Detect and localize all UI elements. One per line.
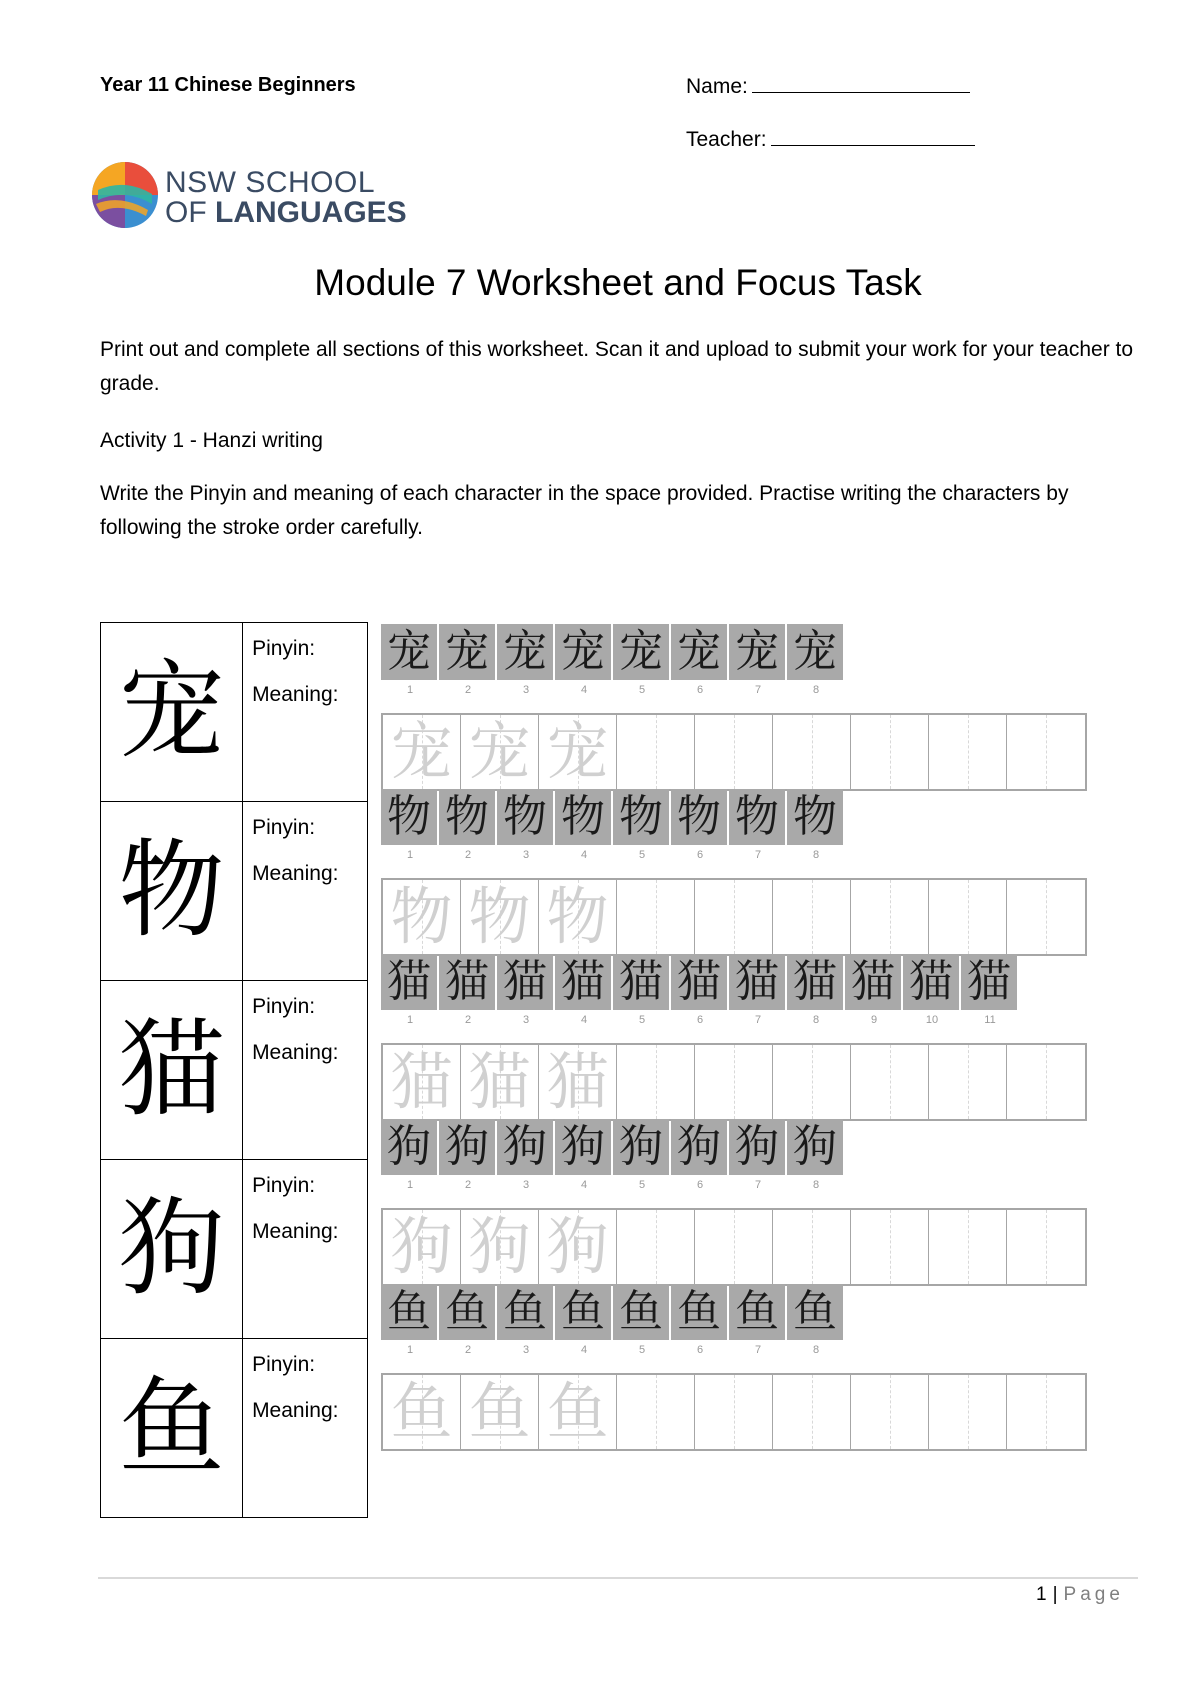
stroke-step-number: 7 xyxy=(754,1344,762,1356)
stroke-numbers xyxy=(381,849,845,861)
stroke-step: 狗 xyxy=(439,1119,495,1175)
stroke-step-number: 7 xyxy=(754,684,762,696)
practice-grid[interactable] xyxy=(381,713,1087,791)
practice-cell[interactable] xyxy=(773,1045,851,1119)
trace-character: 宠 xyxy=(468,715,531,788)
stroke-step-number: 8 xyxy=(812,684,820,696)
stroke-step-number: 7 xyxy=(754,1014,762,1026)
stroke-step-number: 2 xyxy=(464,1014,472,1026)
activity-title: Activity 1 - Hanzi writing xyxy=(100,429,323,452)
practice-cell[interactable] xyxy=(383,1375,461,1449)
stroke-step-number: 7 xyxy=(754,849,762,861)
teacher-line[interactable] xyxy=(771,127,975,146)
name-line[interactable] xyxy=(752,74,970,93)
practice-cell[interactable] xyxy=(929,880,1007,954)
stroke-step: 猫 xyxy=(439,954,495,1010)
stroke-step-number: 7 xyxy=(754,1179,762,1191)
meaning-label: Meaning: xyxy=(252,862,339,885)
practice-cell[interactable] xyxy=(461,1375,539,1449)
stroke-step: 宠 xyxy=(555,624,611,680)
stroke-step: 物 xyxy=(555,789,611,845)
logo-of: OF xyxy=(165,196,215,229)
pinyin-label: Pinyin: xyxy=(252,1353,316,1376)
stroke-step: 宠 xyxy=(671,624,727,680)
stroke-step: 物 xyxy=(787,789,843,845)
stroke-step: 鱼 xyxy=(671,1284,727,1340)
practice-cell[interactable] xyxy=(461,715,539,789)
meaning-label: Meaning: xyxy=(252,1399,339,1422)
name-label: Name: xyxy=(686,75,748,98)
practice-grid[interactable] xyxy=(381,1043,1087,1121)
stroke-step-number: 4 xyxy=(580,849,588,861)
stroke-step-number: 6 xyxy=(696,1179,704,1191)
practice-cell[interactable] xyxy=(1007,1045,1085,1119)
practice-cell[interactable] xyxy=(851,1045,929,1119)
stroke-step: 猫 xyxy=(787,954,843,1010)
stroke-step-number: 8 xyxy=(812,1344,820,1356)
stroke-step: 狗 xyxy=(729,1119,785,1175)
stroke-order-strip xyxy=(381,789,845,845)
practice-cell[interactable] xyxy=(773,1375,851,1449)
practice-cell[interactable] xyxy=(1007,880,1085,954)
stroke-step-number: 3 xyxy=(522,1014,530,1026)
stroke-step-number: 2 xyxy=(464,1179,472,1191)
meaning-label: Meaning: xyxy=(252,1041,339,1064)
stroke-step: 鱼 xyxy=(729,1284,785,1340)
practice-grid[interactable] xyxy=(381,878,1087,956)
trace-character: 宠 xyxy=(546,715,609,788)
practice-cell[interactable] xyxy=(695,1375,773,1449)
stroke-step: 猫 xyxy=(497,954,553,1010)
stroke-step-number: 5 xyxy=(638,1344,646,1356)
practice-cell[interactable] xyxy=(773,880,851,954)
trace-character: 狗 xyxy=(546,1210,609,1283)
stroke-step: 物 xyxy=(497,789,553,845)
pinyin-label: Pinyin: xyxy=(252,1174,316,1197)
stroke-step-number: 1 xyxy=(406,684,414,696)
practice-cell[interactable] xyxy=(929,1375,1007,1449)
stroke-step-number: 3 xyxy=(522,1179,530,1191)
stroke-step-number: 6 xyxy=(696,1014,704,1026)
practice-cell[interactable] xyxy=(851,1210,929,1284)
trace-character: 狗 xyxy=(468,1210,531,1283)
practice-cell[interactable] xyxy=(617,1045,695,1119)
logo-line1: NSW SCHOOL xyxy=(165,166,376,199)
practice-cell[interactable] xyxy=(851,715,929,789)
stroke-step: 物 xyxy=(613,789,669,845)
stroke-step: 狗 xyxy=(787,1119,843,1175)
practice-cell[interactable] xyxy=(695,1045,773,1119)
stroke-step-number: 1 xyxy=(406,1014,414,1026)
stroke-step: 猫 xyxy=(729,954,785,1010)
stroke-step-number: 5 xyxy=(638,1014,646,1026)
stroke-step-number: 1 xyxy=(406,1179,414,1191)
page-word: Page xyxy=(1063,1584,1124,1605)
practice-cell[interactable] xyxy=(695,880,773,954)
practice-cell[interactable] xyxy=(1007,1375,1085,1449)
trace-character: 狗 xyxy=(390,1210,453,1283)
stroke-step: 猫 xyxy=(903,954,959,1010)
stroke-step: 宠 xyxy=(613,624,669,680)
practice-cell[interactable] xyxy=(383,715,461,789)
practice-cell[interactable] xyxy=(461,880,539,954)
character-row xyxy=(101,1160,368,1339)
practice-cell[interactable] xyxy=(617,1210,695,1284)
stroke-step-number: 9 xyxy=(870,1014,878,1026)
stroke-step-number: 1 xyxy=(406,1344,414,1356)
stroke-step-number: 6 xyxy=(696,684,704,696)
stroke-step-number: 10 xyxy=(925,1014,939,1026)
pinyin-label: Pinyin: xyxy=(252,995,316,1018)
trace-character: 猫 xyxy=(546,1045,609,1118)
logo-languages: LANGUAGES xyxy=(215,196,407,229)
stroke-order-strip xyxy=(381,954,1019,1010)
stroke-numbers xyxy=(381,1344,845,1356)
stroke-step-number: 2 xyxy=(464,1344,472,1356)
stroke-step: 鱼 xyxy=(497,1284,553,1340)
character-answer-cell[interactable] xyxy=(243,981,368,1160)
stroke-step: 物 xyxy=(439,789,495,845)
practice-grid[interactable] xyxy=(381,1208,1087,1286)
practice-cell[interactable] xyxy=(539,1375,617,1449)
character-glyph: 狗 xyxy=(101,1160,243,1339)
trace-character: 鱼 xyxy=(390,1375,453,1448)
stroke-step-number: 5 xyxy=(638,1179,646,1191)
page-number xyxy=(1036,1584,1124,1606)
practice-cell[interactable] xyxy=(1007,715,1085,789)
stroke-step: 狗 xyxy=(613,1119,669,1175)
stroke-step: 宠 xyxy=(439,624,495,680)
stroke-order-strip xyxy=(381,1284,845,1340)
practice-cell[interactable] xyxy=(383,1045,461,1119)
trace-character: 物 xyxy=(468,880,531,953)
trace-character: 鱼 xyxy=(546,1375,609,1448)
footer-divider xyxy=(98,1577,1138,1579)
practice-cell[interactable] xyxy=(383,1210,461,1284)
stroke-numbers xyxy=(381,1179,845,1191)
stroke-step: 物 xyxy=(671,789,727,845)
stroke-step: 鱼 xyxy=(555,1284,611,1340)
character-row xyxy=(101,802,368,981)
trace-character: 物 xyxy=(390,880,453,953)
practice-cell[interactable] xyxy=(461,1045,539,1119)
stroke-step: 猫 xyxy=(381,954,437,1010)
pinyin-label: Pinyin: xyxy=(252,637,316,660)
stroke-step-number: 8 xyxy=(812,1014,820,1026)
teacher-field[interactable] xyxy=(686,127,975,152)
trace-character: 猫 xyxy=(468,1045,531,1118)
stroke-step: 猫 xyxy=(961,954,1017,1010)
practice-cell[interactable] xyxy=(773,1210,851,1284)
stroke-step: 猫 xyxy=(613,954,669,1010)
stroke-step-number: 11 xyxy=(984,1014,996,1026)
activity-instructions: Write the Pinyin and meaning of each character in the space provided. Practise writing the characters by following the stroke order carefully. xyxy=(100,482,1069,539)
page-separator: | xyxy=(1052,1584,1058,1605)
stroke-step: 鱼 xyxy=(381,1284,437,1340)
stroke-step: 猫 xyxy=(555,954,611,1010)
stroke-step-number: 1 xyxy=(406,849,414,861)
intro-paragraph: Print out and complete all sections of this worksheet. Scan it and upload to submit your work for your teacher to grade. xyxy=(100,338,1134,395)
practice-cell[interactable] xyxy=(539,1210,617,1284)
practice-cell[interactable] xyxy=(929,1045,1007,1119)
character-table xyxy=(100,622,368,1518)
character-glyph: 鱼 xyxy=(101,1339,243,1518)
practice-cell[interactable] xyxy=(773,715,851,789)
stroke-numbers xyxy=(381,1014,1019,1026)
page-number-value: 1 xyxy=(1036,1584,1047,1605)
trace-character: 宠 xyxy=(390,715,453,788)
character-glyph: 猫 xyxy=(101,981,243,1160)
practice-cell[interactable] xyxy=(851,1375,929,1449)
course-title: Year 11 Chinese Beginners xyxy=(100,74,356,96)
stroke-step-number: 4 xyxy=(580,684,588,696)
practice-cell[interactable] xyxy=(461,1210,539,1284)
practice-cell[interactable] xyxy=(1007,1210,1085,1284)
practice-cell[interactable] xyxy=(851,880,929,954)
meaning-label: Meaning: xyxy=(252,1220,339,1243)
teacher-label: Teacher: xyxy=(686,128,767,151)
trace-character: 猫 xyxy=(390,1045,453,1118)
page-title: Module 7 Worksheet and Focus Task xyxy=(314,262,922,303)
stroke-step: 狗 xyxy=(671,1119,727,1175)
practice-cell[interactable] xyxy=(617,1375,695,1449)
character-glyph: 宠 xyxy=(101,623,243,802)
practice-cell[interactable] xyxy=(617,880,695,954)
character-row xyxy=(101,981,368,1160)
practice-cell[interactable] xyxy=(539,715,617,789)
logo-line2 xyxy=(165,196,407,230)
stroke-step: 狗 xyxy=(555,1119,611,1175)
practice-cell[interactable] xyxy=(383,880,461,954)
character-glyph: 物 xyxy=(101,802,243,981)
stroke-step-number: 5 xyxy=(638,684,646,696)
stroke-step: 狗 xyxy=(497,1119,553,1175)
stroke-step-number: 6 xyxy=(696,849,704,861)
stroke-step-number: 2 xyxy=(464,684,472,696)
trace-character: 鱼 xyxy=(468,1375,531,1448)
practice-cell[interactable] xyxy=(539,1045,617,1119)
stroke-step-number: 4 xyxy=(580,1014,588,1026)
stroke-step: 物 xyxy=(729,789,785,845)
character-answer-cell[interactable] xyxy=(243,1160,368,1339)
stroke-step: 宠 xyxy=(787,624,843,680)
meaning-label: Meaning: xyxy=(252,683,339,706)
practice-cell[interactable] xyxy=(929,1210,1007,1284)
practice-cell[interactable] xyxy=(539,880,617,954)
school-logo-icon xyxy=(90,160,160,230)
stroke-order-strip xyxy=(381,624,845,680)
character-row xyxy=(101,1339,368,1518)
stroke-step: 狗 xyxy=(381,1119,437,1175)
practice-grid[interactable] xyxy=(381,1373,1087,1451)
stroke-step-number: 3 xyxy=(522,1344,530,1356)
character-row xyxy=(101,623,368,802)
stroke-step: 猫 xyxy=(845,954,901,1010)
stroke-step: 宠 xyxy=(729,624,785,680)
stroke-step-number: 6 xyxy=(696,1344,704,1356)
practice-cell[interactable] xyxy=(617,715,695,789)
stroke-step-number: 3 xyxy=(522,849,530,861)
stroke-step-number: 8 xyxy=(812,1179,820,1191)
practice-cell[interactable] xyxy=(929,715,1007,789)
character-answer-cell[interactable] xyxy=(243,623,368,802)
practice-cell[interactable] xyxy=(695,1210,773,1284)
name-field[interactable] xyxy=(686,74,970,99)
stroke-step-number: 4 xyxy=(580,1179,588,1191)
pinyin-label: Pinyin: xyxy=(252,816,316,839)
stroke-order-strip xyxy=(381,1119,845,1175)
stroke-step: 宠 xyxy=(381,624,437,680)
stroke-step-number: 8 xyxy=(812,849,820,861)
stroke-step-number: 2 xyxy=(464,849,472,861)
stroke-step-number: 4 xyxy=(580,1344,588,1356)
stroke-step: 鱼 xyxy=(613,1284,669,1340)
stroke-step: 物 xyxy=(381,789,437,845)
stroke-step: 鱼 xyxy=(787,1284,843,1340)
stroke-step-number: 5 xyxy=(638,849,646,861)
stroke-numbers xyxy=(381,684,845,696)
stroke-step: 宠 xyxy=(497,624,553,680)
character-answer-cell[interactable] xyxy=(243,1339,368,1518)
trace-character: 物 xyxy=(546,880,609,953)
stroke-step-number: 3 xyxy=(522,684,530,696)
stroke-step: 猫 xyxy=(671,954,727,1010)
practice-cell[interactable] xyxy=(695,715,773,789)
character-answer-cell[interactable] xyxy=(243,802,368,981)
stroke-step: 鱼 xyxy=(439,1284,495,1340)
